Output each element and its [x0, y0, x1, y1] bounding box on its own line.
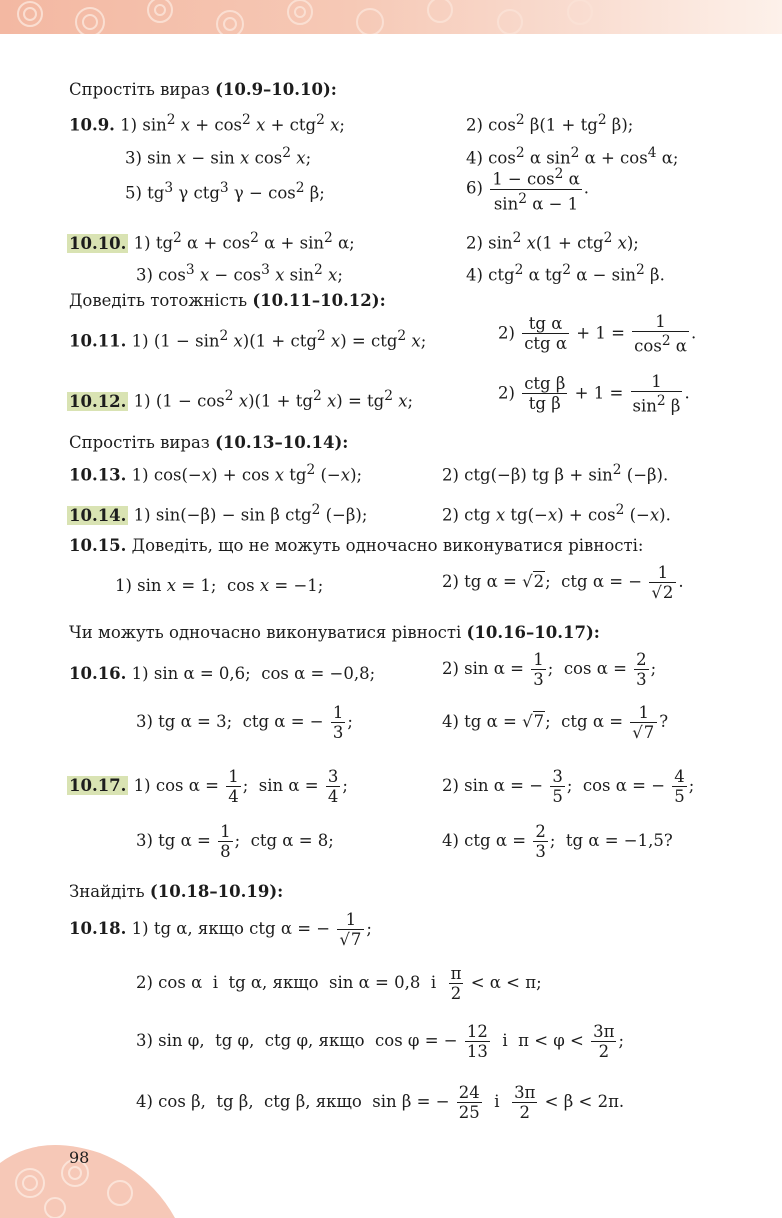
problem-number: 10.9. [69, 115, 115, 135]
problem-10-17-item-1: 10.17. 1) cos α = $\frac{1}{4}$ ; sin α = $\frac{3}{4}$ ; [69, 767, 348, 806]
section-heading-range: (10.11–10.12): [252, 291, 386, 310]
top-decorative-band [0, 0, 782, 34]
section-heading-text: Доведіть тотожність [69, 291, 248, 310]
problem-10-15-item-2: 2) tg α = √2; ctg α = − $\frac{1}{√2}$ . [442, 563, 684, 602]
section-heading-text: Чи можуть одночасно виконуватися рівності [69, 623, 462, 642]
problem-10-13-item-2: 2) ctg(−β) tg $\beta + \sin^2 (-\beta)$. [442, 462, 669, 485]
problem-number: 10.14. [69, 505, 127, 525]
problem-number: 10.10. [69, 233, 127, 253]
section-heading-text: Знайдіть [69, 882, 145, 901]
problem-10-17-item-3: 3) tg α = $\frac{1}{8}$ ; ctg α = 8; [136, 822, 334, 861]
problem-10-18-item-3: 3) sin φ, tg φ, ctg φ, якщо cos φ = − $\frac{12}{13}$ і π < φ < $\frac{3\pi}{2}$ ; [136, 1022, 625, 1061]
word-if: якщо [197, 919, 244, 938]
problem-10-10-item-3: 3) $\cos^3 x - \cos^3 x$ $\sin^2 x$; [136, 262, 343, 285]
problem-10-18-item-4: 4) cos β, tg β, ctg β, якщо sin β = − $\frac{24}{25}$ і $\frac{3\pi}{2}$ < β < 2π. [136, 1083, 625, 1122]
section-heading-range: (10.18–10.19): [149, 882, 284, 901]
section-heading-prove [69, 291, 386, 311]
problem-10-10-item-4: 4) ctg$^2$ α $tg^2$ $\alpha - \sin^2 \beta$. [466, 262, 665, 285]
problem-10-12-item-1: 10.12. 1) $(1 - \cos^2 x)(1 + tg^2$ $x) = tg^2$ x; [69, 388, 414, 411]
problem-10-15-item-1: 1) sin x = 1; cos x = −1; [115, 576, 324, 595]
problem-10-9-item-4: 4) $\cos^2 \alpha$ $\sin^2 \alpha + \cos^4 \alpha$; [466, 145, 679, 168]
problem-10-11-item-2: 2) $\frac{\text{tg α}}{\text{ctg α}}$ + 1 = $\frac{1}{\cos^2 \alpha}$ . [498, 312, 697, 356]
problem-10-16-item-3: 3) tg α = 3; ctg α = − $\frac{1}{3}$ ; [136, 703, 353, 742]
problem-10-18-item-1: 10.18. 1) tg α, якщо ctg α = − $\frac{1}{√7}$ ; [69, 910, 372, 949]
bottom-corner-decoration [0, 1123, 175, 1218]
swirl-corner-icon [0, 1123, 175, 1218]
problem-number: 10.18. [69, 919, 127, 938]
problem-number: 10.16. [69, 664, 127, 683]
problem-number: 10.13. [69, 465, 127, 485]
problem-10-16-item-2: 2) sin α = $\frac{1}{3}$ ; cos α = $\frac{2}{3}$ ; [442, 650, 657, 689]
swirl-pattern-icon [0, 0, 782, 34]
section-heading-range: (10.16–10.17): [466, 623, 600, 642]
problem-10-9-item-6: 6) $\frac{1 - \cos^2 \alpha}{\sin^2 \alpha - 1}$ . [466, 166, 590, 213]
problem-10-17-item-4: 4) ctg α = $\frac{2}{3}$ ; tg α = −1,5? [442, 822, 673, 861]
section-heading-range: (10.13–10.14): [215, 433, 349, 452]
section-heading-text: Спростіть вираз [69, 80, 210, 99]
problem-10-10-item-2: 2) $\sin^2 x(1 + ctg^2$ x); [466, 230, 639, 253]
problem-10-9-row-1: 10.9. 1) $\sin^2 x + \cos^2 x + ctg^2$ x; [69, 112, 345, 135]
problem-10-14-item-1: 10.14. 1) sin(−β) − sin β ctg$^2$ (−β); [69, 502, 368, 525]
problem-10-9-item-2: 2) $\cos^2 \beta(1 + tg^2$ β); [466, 112, 634, 135]
section-heading-range: (10.9–10.10): [215, 80, 337, 99]
problem-text: Доведіть, що не можуть одночасно виконуватися рівності: [131, 536, 644, 555]
page-number: 98 [69, 1148, 90, 1167]
problem-10-16-item-1: 10.16. 1) sin α = 0,6; cos α = −0,8; [69, 664, 376, 683]
problem-10-13-item-1: 10.13. 1) cos(−x) + cos x $tg^2$ (−x); [69, 462, 363, 485]
problem-10-17-item-2: 2) sin α = − $\frac{3}{5}$ ; cos α = − $\frac{4}{5}$ ; [442, 767, 695, 806]
problem-number: 10.17. [69, 776, 127, 795]
problem-10-12-item-2: 2) $\frac{\text{ctg β}}{\text{tg β}}$ + 1 = $\frac{1}{\sin^2 \beta}$ . [498, 372, 690, 416]
section-heading-can-hold [69, 623, 600, 643]
problem-10-11-item-1: 10.11. 1) $(1 - \sin^2 x)(1 + ctg^2$ x) = ctg$^2$ x; [69, 328, 427, 351]
problem-10-16-item-4: 4) tg α = √7; ctg α = $\frac{1}{√7}$ ? [442, 703, 669, 742]
section-heading-text: Спростіть вираз [69, 433, 210, 452]
problem-number: 10.11. [69, 331, 127, 351]
problem-10-18-item-2: 2) cos α і tg α, якщо sin α = 0,8 і $\frac{\pi}{2}$ < α < π; [136, 964, 542, 1003]
problem-number: 10.15. [69, 536, 127, 555]
problem-10-10-row-1: 10.10. 1) $tg^2$ $\alpha + \cos^2 \alpha + \sin^2 \alpha$; [69, 230, 355, 253]
problem-10-14-item-2: 2) ctg x $tg(-x) + \cos^2 (-x)$. [442, 502, 671, 525]
section-heading-simplify-2 [69, 433, 348, 453]
section-heading-simplify-1 [69, 80, 337, 100]
problem-number: 10.12. [69, 391, 127, 411]
section-heading-find [69, 882, 283, 902]
problem-10-9-item-3: 3) sin x − sin x $\cos^2 x$; [125, 145, 312, 168]
problem-10-9-item-5: 5) $tg^3$ γ ctg$^3$ $\gamma - \cos^2 \beta$; [125, 180, 325, 203]
problem-10-15-statement [69, 536, 644, 556]
